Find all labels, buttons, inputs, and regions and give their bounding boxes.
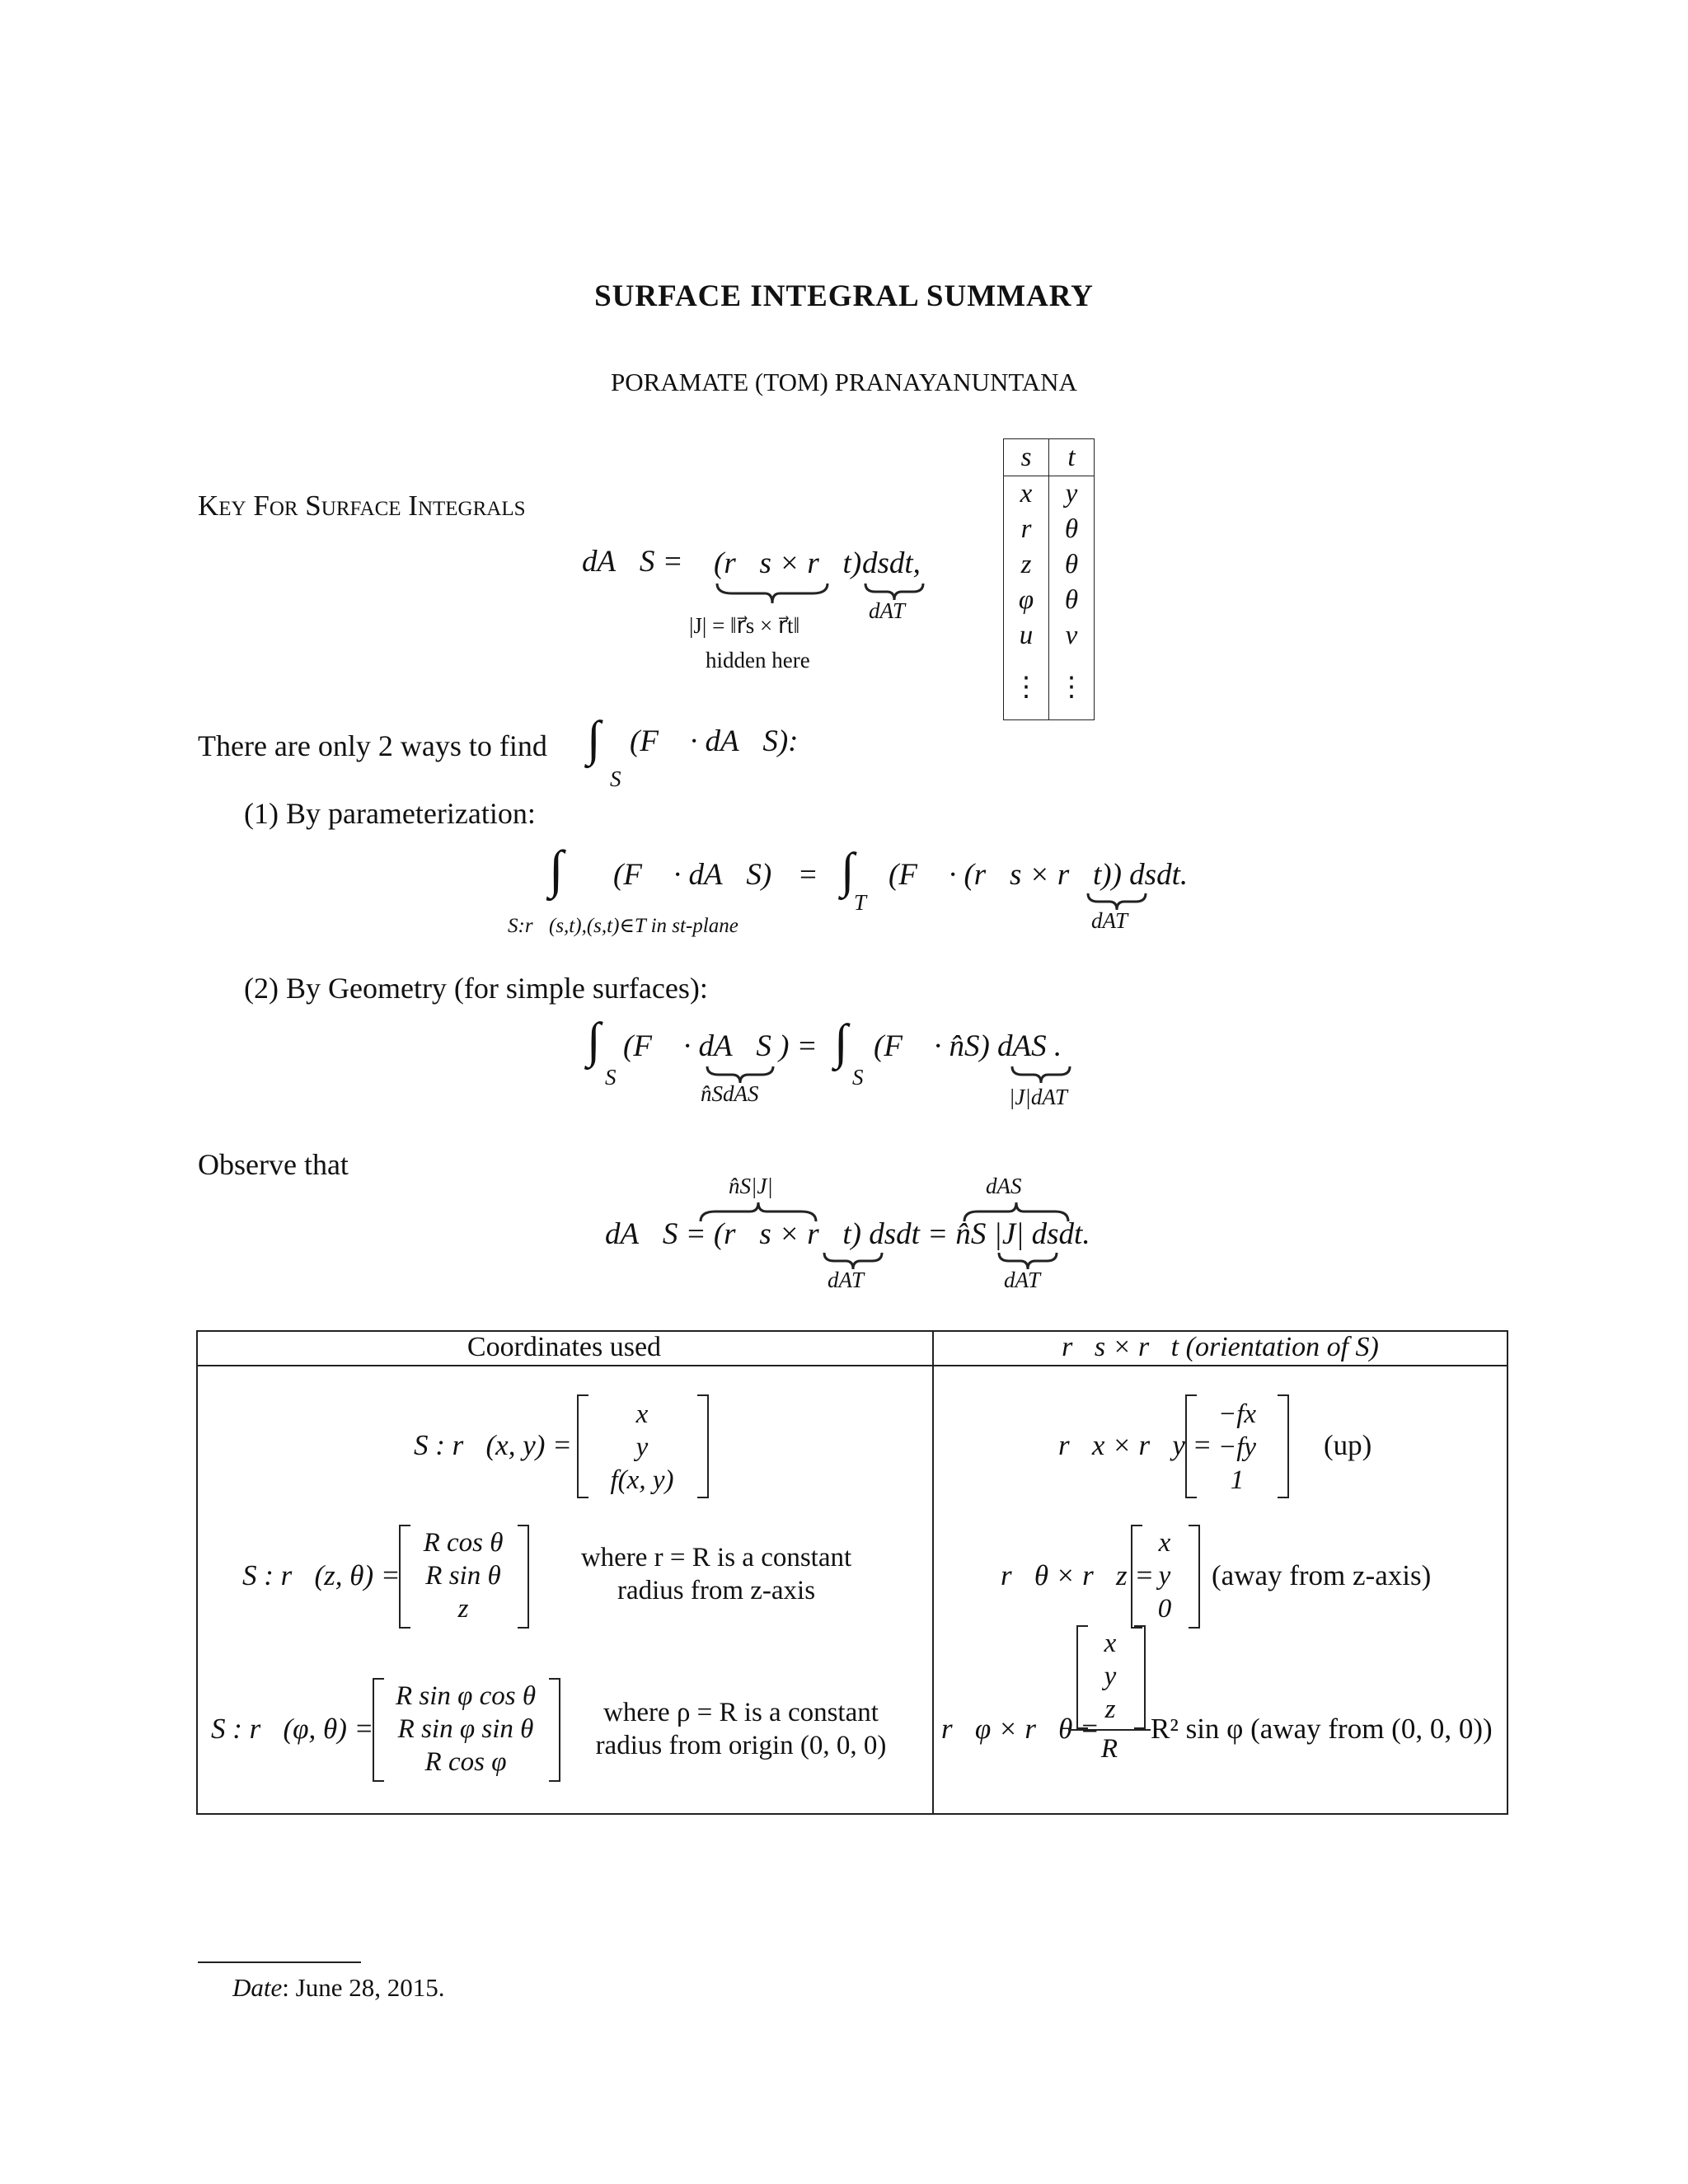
vector-entry: f(x, y) (610, 1465, 674, 1495)
col-header-orientation: r⃗s × r⃗t (orientation of S) (1062, 1332, 1379, 1362)
integral-subscript-T: T (854, 890, 867, 915)
vector-entry: y (1104, 1661, 1117, 1691)
vector-cylinder (409, 1526, 518, 1625)
key-cell: r (1004, 512, 1049, 547)
integral-icon: ∫ (834, 1015, 848, 1069)
observe-over2: dAS (986, 1174, 1022, 1198)
orientation-up: (up) (1324, 1429, 1372, 1461)
param-cylinder: S : r⃗(z, θ) = (242, 1559, 401, 1591)
orientation-away-origin: R² sin φ (away from (0, 0, 0)) (1151, 1713, 1493, 1745)
integral-subscript: S (610, 766, 621, 791)
vector-entry: z (1104, 1694, 1116, 1724)
vector-entry: −fy (1217, 1432, 1257, 1462)
key-cell: θ (1049, 547, 1095, 583)
observe-label: Observe that (198, 1148, 349, 1181)
vector-entry: x (1104, 1629, 1117, 1658)
way2-rhs: (F⃗ ∙ n̂S) dAS . (874, 1029, 1062, 1063)
key-header-s: s (1004, 439, 1049, 476)
observe-under2: dAT (1004, 1268, 1041, 1292)
cross-vector-sphere (1086, 1627, 1134, 1726)
parameter-key-table (1003, 438, 1095, 720)
note-line: radius from origin (0, 0, 0) (595, 1731, 887, 1760)
hidden-here-label: hidden here (706, 648, 810, 673)
vector-entry: z (457, 1594, 469, 1624)
orientation-away-axis: (away from z-axis) (1212, 1559, 1432, 1591)
table-divider (932, 1330, 934, 1815)
key-cell: x (1004, 476, 1049, 513)
key-cell: ⋮ (1004, 654, 1049, 720)
footnote-label: Date (232, 1973, 283, 2002)
equals-sign: = (799, 858, 817, 892)
vector-entry: x (635, 1399, 649, 1429)
way1-label: (1) By parameterization: (244, 797, 536, 830)
key-cell: θ (1049, 512, 1095, 547)
footnote-rule (198, 1961, 361, 1963)
integral-icon: ∫ (587, 711, 601, 766)
key-cell: v (1049, 618, 1095, 654)
key-cross: (r⃗s × r⃗t) (714, 546, 862, 580)
vector-entry: y (635, 1432, 649, 1462)
key-cell: u (1004, 618, 1049, 654)
cross-sphere: r⃗φ × r⃗θ = (941, 1713, 1100, 1745)
jacobian-label: |J| = ‖r⃗s × r⃗t‖ (689, 613, 800, 638)
fraction-bar (1068, 1729, 1151, 1731)
ways-integral-expr: (F⃗ ∙ dA⃗S): (630, 724, 799, 758)
note-line: where ρ = R is a constant (603, 1698, 879, 1727)
cylinder-note (547, 1541, 885, 1607)
observe-under1: dAT (828, 1268, 865, 1292)
vector-entry: R cos θ (423, 1528, 504, 1558)
observe-over1: n̂S|J| (729, 1174, 773, 1198)
key-cell: z (1004, 547, 1049, 583)
key-cell: ⋮ (1049, 654, 1095, 720)
way2-rhs-under: |J|dAT (1009, 1085, 1067, 1109)
vector-entry: x (1158, 1528, 1171, 1558)
observe-expr: dA⃗S = (r⃗s × r⃗t) dsdt = n̂S |J| dsdt. (605, 1217, 1090, 1251)
integral-icon: ∫ (587, 1013, 601, 1067)
cross-vector-xy (1197, 1398, 1278, 1497)
fraction-denominator: R (1100, 1734, 1118, 1764)
bracket-right (697, 1394, 709, 1498)
section-heading: Key For Surface Integrals (198, 490, 526, 522)
key-dAT: dAT (869, 598, 906, 623)
integral-icon: ∫ (549, 840, 564, 898)
vector-entry: R sin φ sin θ (397, 1714, 534, 1744)
note-line: where r = R is a constant (580, 1543, 852, 1572)
key-cell: φ (1004, 583, 1049, 618)
way2-label: (2) By Geometry (for simple surfaces): (244, 972, 708, 1005)
bracket-right (549, 1678, 560, 1782)
col-header-coordinates: Coordinates used (467, 1332, 662, 1362)
document-title: SURFACE INTEGRAL SUMMARY (594, 279, 1094, 313)
vector-entry: −fx (1217, 1399, 1257, 1429)
vector-entry: R cos φ (424, 1747, 507, 1777)
bracket-right (1134, 1625, 1146, 1729)
way2-lhs-under: n̂SdAS (701, 1081, 759, 1106)
footnote-text: : June 28, 2015. (282, 1973, 445, 2002)
way1-dAT: dAT (1091, 908, 1128, 933)
way1-lhs: (F⃗ ∙ dA⃗S) (613, 858, 772, 892)
param-xy: S : r⃗(x, y) = (414, 1429, 572, 1461)
footnote-date (232, 1973, 444, 2003)
bracket-left (1185, 1394, 1197, 1498)
vector-entry: R sin φ cos θ (395, 1681, 537, 1711)
vector-sphere (382, 1680, 549, 1779)
way1-rhs: (F⃗ ∙ (r⃗s × r⃗t)) dsdt. (889, 858, 1189, 892)
underbrace-icon (1010, 1065, 1071, 1086)
cross-cylinder: r⃗θ × r⃗z = (1001, 1559, 1154, 1591)
key-lhs: dA⃗S = (582, 545, 683, 579)
key-cell: θ (1049, 583, 1095, 618)
bracket-right (1278, 1394, 1289, 1498)
vector-entry: 1 (1230, 1465, 1245, 1495)
cross-vector-cylinder (1141, 1526, 1189, 1625)
vector-entry: 0 (1157, 1594, 1172, 1624)
param-sphere: S : r⃗(φ, θ) = (211, 1713, 374, 1745)
integral-subscript: S (852, 1065, 864, 1090)
vector-entry: y (1158, 1561, 1171, 1591)
way2-lhs: (F⃗ ∙ dA⃗S ) = (623, 1029, 818, 1063)
cross-xy: r⃗x × r⃗y = (1058, 1429, 1212, 1461)
vector-xy (587, 1398, 697, 1497)
key-dsdt: dsdt, (862, 546, 921, 580)
vector-entry: R sin θ (425, 1561, 501, 1591)
bracket-right (1189, 1525, 1200, 1629)
key-cell: y (1049, 476, 1095, 513)
integral-icon: ∫ (841, 843, 855, 898)
underbrace-icon (715, 582, 829, 607)
table-divider (196, 1365, 1508, 1366)
key-header-t: t (1049, 439, 1095, 476)
note-line: radius from z-axis (617, 1576, 816, 1605)
ways-intro: There are only 2 ways to find (198, 729, 547, 762)
sphere-note (572, 1696, 910, 1762)
bracket-right (518, 1525, 529, 1629)
author-name: PORAMATE (TOM) PRANAYANUNTANA (611, 368, 1077, 396)
way1-subscript: S:r⃗(s,t),(s,t)∈T in st-plane (508, 915, 738, 937)
integral-subscript: S (605, 1065, 617, 1090)
